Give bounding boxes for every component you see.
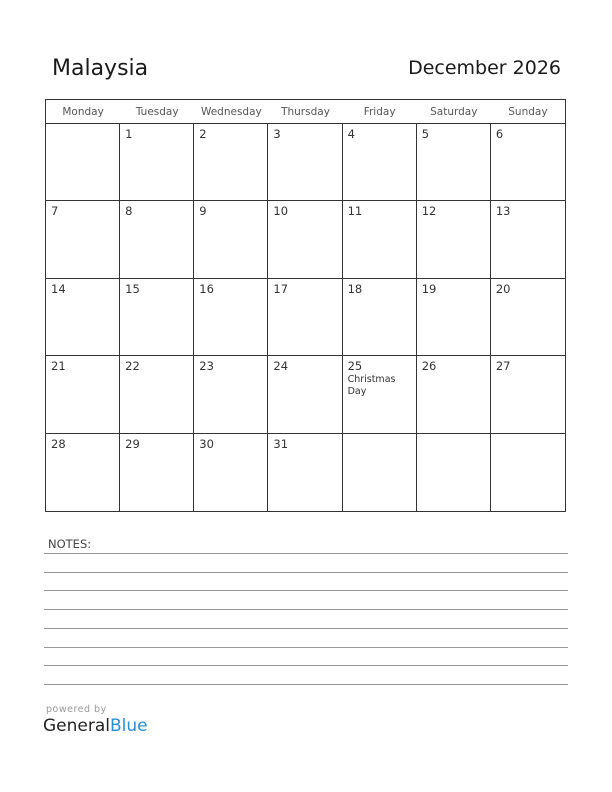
day-cell	[268, 279, 342, 356]
notes-label: NOTES:	[48, 537, 92, 551]
note-line	[44, 553, 568, 554]
day-cell	[46, 434, 120, 511]
day-cell	[120, 279, 194, 356]
day-number: 12	[421, 204, 437, 219]
day-number: 21	[51, 359, 66, 374]
day-cell	[46, 124, 120, 201]
holiday-label: Christmas Day	[347, 374, 396, 398]
day-number: 16	[199, 281, 214, 296]
note-line	[44, 609, 568, 610]
day-cell	[491, 201, 565, 278]
day-cell	[491, 356, 565, 433]
note-line	[44, 590, 568, 591]
day-cell	[268, 201, 342, 278]
day-cell	[417, 124, 491, 201]
day-number: 24	[273, 359, 289, 374]
day-number: 4	[347, 127, 355, 141]
day-number: 26	[421, 359, 437, 374]
day-number: 9	[199, 204, 207, 219]
month-title: December 2026	[408, 57, 561, 79]
day-number: 20	[495, 281, 511, 296]
day-cell	[343, 201, 417, 278]
weekday-header-sunday: Sunday	[491, 100, 565, 124]
day-cell	[194, 434, 268, 511]
day-cell	[46, 356, 120, 433]
day-number: 18	[347, 281, 363, 296]
day-number: 5	[421, 127, 430, 141]
day-number: 23	[199, 359, 214, 374]
note-line	[44, 665, 568, 666]
day-number: 11	[347, 204, 363, 219]
weekday-header-monday: Monday	[46, 100, 120, 124]
day-cell	[120, 356, 194, 433]
day-cell	[491, 124, 565, 201]
day-number: 6	[495, 127, 504, 141]
brand-logo[interactable]	[43, 716, 148, 736]
note-line	[44, 628, 568, 629]
day-number: 2	[199, 127, 207, 141]
day-number: 25	[347, 359, 363, 374]
day-cell	[194, 356, 268, 433]
weekday-header-thursday: Thursday	[268, 100, 342, 124]
brand-blue: Blue	[110, 716, 148, 736]
day-cell	[268, 124, 342, 201]
day-cell	[46, 201, 120, 278]
day-number: 15	[125, 281, 140, 296]
powered-by-text: powered by	[46, 704, 107, 715]
day-cell	[194, 201, 268, 278]
day-cell	[417, 201, 491, 278]
note-line	[44, 684, 568, 685]
day-number: 8	[125, 204, 133, 219]
day-number: 27	[495, 359, 511, 374]
day-cell	[343, 124, 417, 201]
day-number: 14	[51, 281, 66, 296]
day-cell	[268, 434, 342, 511]
day-cell	[194, 124, 268, 201]
day-cell	[268, 356, 342, 433]
day-number: 13	[495, 204, 511, 219]
day-cell	[120, 201, 194, 278]
day-cell	[120, 434, 194, 511]
day-cell	[46, 279, 120, 356]
weekday-header-friday: Friday	[343, 100, 417, 124]
day-number: 3	[273, 127, 281, 141]
day-cell	[491, 279, 565, 356]
note-line	[44, 572, 568, 573]
day-number: 30	[199, 436, 214, 451]
day-number: 31	[273, 436, 289, 451]
day-cell	[491, 434, 565, 511]
day-cell	[343, 434, 417, 511]
day-number: 17	[273, 281, 289, 296]
day-number: 19	[421, 281, 437, 296]
day-number: 7	[51, 204, 59, 219]
weekday-header-tuesday: Tuesday	[120, 100, 194, 124]
day-number: 1	[125, 127, 133, 141]
day-cell	[417, 279, 491, 356]
day-cell	[417, 434, 491, 511]
brand-general: General	[43, 716, 110, 736]
day-cell	[194, 279, 268, 356]
weekday-header-wednesday: Wednesday	[194, 100, 268, 124]
weekday-header-saturday: Saturday	[417, 100, 491, 124]
day-number: 22	[125, 359, 140, 374]
day-cell	[343, 279, 417, 356]
note-line	[44, 647, 568, 648]
day-number: 29	[125, 436, 140, 451]
day-number: 10	[273, 204, 289, 219]
calendar-grid	[45, 99, 566, 512]
day-cell	[120, 124, 194, 201]
day-number: 28	[51, 436, 66, 451]
day-cell	[343, 356, 417, 433]
country-title: Malaysia	[52, 56, 149, 81]
day-cell	[417, 356, 491, 433]
